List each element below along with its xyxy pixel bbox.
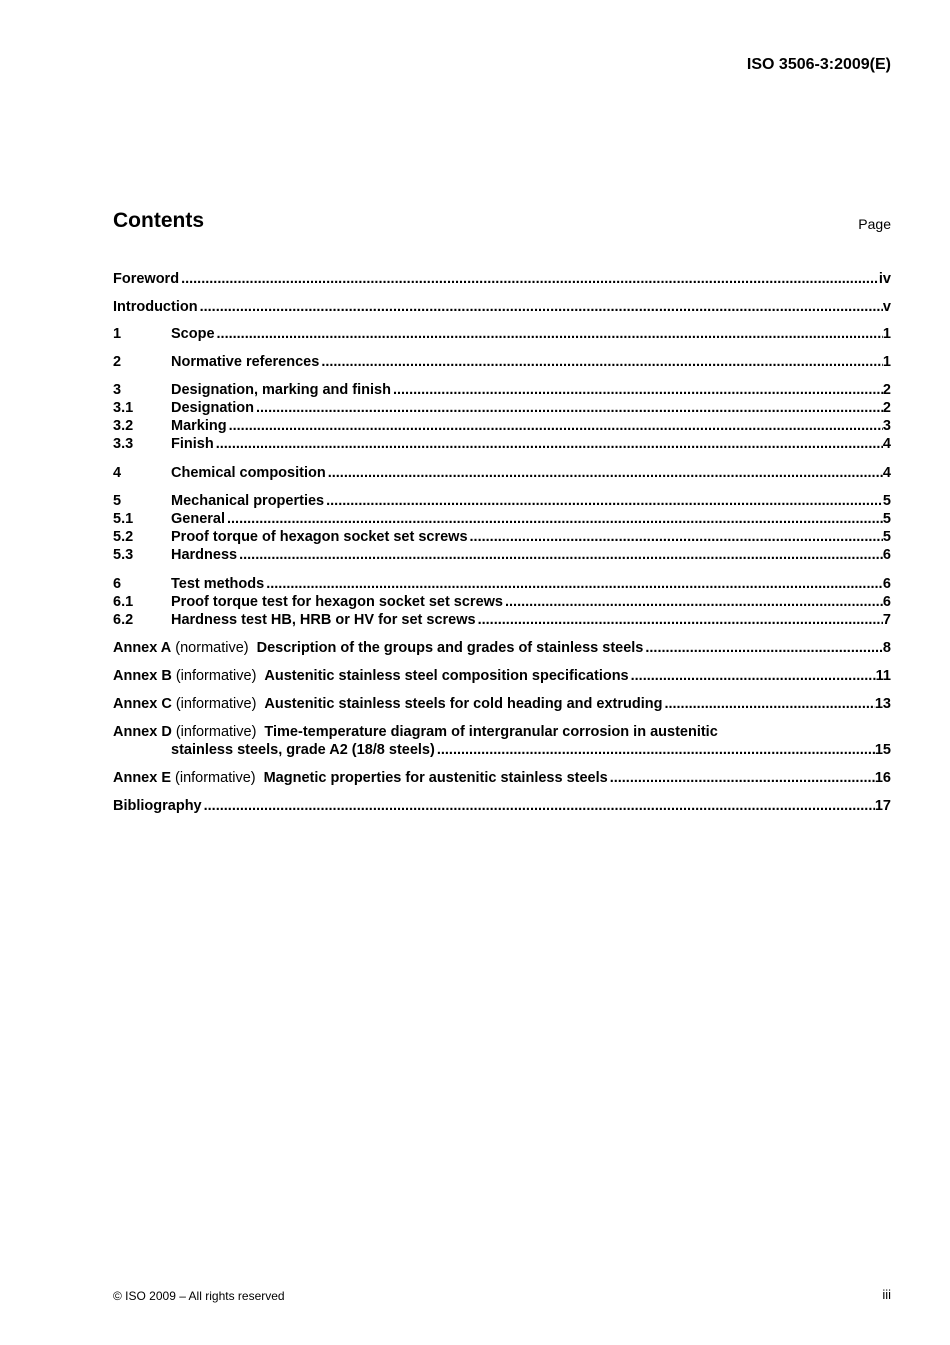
toc-entry-page: 2 <box>882 382 891 398</box>
toc-entry-number: 2 <box>113 354 122 370</box>
toc-entry-annex-d-continued[interactable] <box>113 741 891 759</box>
toc-entry-number: 6 <box>113 576 122 592</box>
toc-entry-number: 3.2 <box>113 418 134 434</box>
toc-entry-designation-marking-finish[interactable] <box>113 381 891 399</box>
document-identifier: ISO 3506-3:2009(E) <box>746 56 891 73</box>
toc-entry-title: Description of the groups and grades of stainless steels <box>256 640 644 656</box>
toc-entry-title: Marking <box>171 418 227 434</box>
toc-entry-finish[interactable] <box>113 435 891 453</box>
toc-entry-page: 6 <box>882 594 891 610</box>
toc-entry-designation[interactable] <box>113 399 891 417</box>
toc-entry-proof-torque-test[interactable] <box>113 593 891 611</box>
toc-entry-title: Mechanical properties <box>171 493 325 509</box>
annex-type: (informative) <box>175 696 257 712</box>
toc-entry-title: Austenitic stainless steel composition specifications <box>264 668 629 684</box>
toc-entry-annex-c[interactable] <box>113 695 891 713</box>
toc-entry-number: 6.2 <box>113 612 134 628</box>
annex-type: (normative) <box>175 640 249 656</box>
toc-entry-title: Bibliography <box>113 798 202 814</box>
toc-entry-chemical-composition[interactable] <box>113 464 891 482</box>
toc-entry-annex-e[interactable] <box>113 769 891 787</box>
toc-entry-page: 7 <box>882 612 891 628</box>
toc-entry-number: 5.1 <box>113 511 134 527</box>
toc-entry-title: Normative references <box>171 354 320 370</box>
toc-entry-number: 5 <box>113 493 122 509</box>
toc-entry-mechanical-properties[interactable] <box>113 492 891 510</box>
toc-entry-title-continued: stainless steels, grade A2 (18/8 steels) <box>171 742 435 758</box>
toc-entry-title: Chemical composition <box>171 465 326 481</box>
toc-entry-proof-torque[interactable] <box>113 528 891 546</box>
toc-entry-normative-references[interactable] <box>113 353 891 371</box>
toc-entry-page: 13 <box>874 696 891 712</box>
toc-entry-title: Scope <box>171 326 215 342</box>
toc-entry-page: 8 <box>882 640 891 656</box>
toc-entry-page: 5 <box>882 529 891 545</box>
toc-entry-page: 6 <box>882 576 891 592</box>
annex-type: (informative) <box>175 770 256 786</box>
toc-entry-scope[interactable] <box>113 325 891 343</box>
toc-entry-annex-d[interactable] <box>113 723 891 741</box>
annex-label: Annex B <box>113 668 172 684</box>
annex-label: Annex E <box>113 770 172 786</box>
contents-heading: Contents <box>113 209 204 232</box>
toc-entry-title: Designation <box>171 400 254 416</box>
toc-entry-page: 6 <box>882 547 891 563</box>
toc-entry-page: 3 <box>882 418 891 434</box>
toc-entry-number: 3.3 <box>113 436 134 452</box>
toc-entry-hardness[interactable] <box>113 546 891 564</box>
annex-label: Annex D <box>113 724 172 740</box>
toc-entry-test-methods[interactable] <box>113 575 891 593</box>
toc-entry-number: 5.2 <box>113 529 134 545</box>
toc-entry-introduction[interactable] <box>113 298 891 316</box>
toc-entry-number: 3.1 <box>113 400 134 416</box>
toc-entry-page: 17 <box>874 798 891 814</box>
toc-entry-page: v <box>882 299 891 315</box>
toc-entry-page: 11 <box>875 668 891 684</box>
toc-entry-number: 6.1 <box>113 594 134 610</box>
toc-entry-title: Designation, marking and finish <box>171 382 391 398</box>
toc-entry-title: Magnetic properties for austenitic stainless steels <box>263 770 608 786</box>
toc-entry-page: 4 <box>882 436 891 452</box>
toc-entry-general[interactable] <box>113 510 891 528</box>
toc-entry-page: 1 <box>882 354 891 370</box>
page-number: iii <box>882 1287 891 1302</box>
toc-entry-title: Hardness <box>171 547 238 563</box>
toc-entry-page: 4 <box>882 465 891 481</box>
annex-label: Annex C <box>113 696 172 712</box>
toc-entry-page: iv <box>878 271 891 287</box>
toc-entry-number: 5.3 <box>113 547 134 563</box>
toc-entry-hardness-test[interactable] <box>113 611 891 629</box>
annex-type: (informative) <box>175 724 257 740</box>
page-column-label: Page <box>858 216 891 232</box>
toc-entry-foreword[interactable] <box>113 270 891 288</box>
toc-entry-title: Hardness test HB, HRB or HV for set screws <box>171 612 476 628</box>
toc-entry-title: Proof torque of hexagon socket set screws <box>171 529 468 545</box>
toc-entry-number: 3 <box>113 382 122 398</box>
annex-type: (informative) <box>175 668 257 684</box>
toc-entry-title: Austenitic stainless steels for cold heading and extruding <box>264 696 663 712</box>
toc-entry-marking[interactable] <box>113 417 891 435</box>
toc-entry-page: 5 <box>882 493 891 509</box>
toc-entry-title: Test methods <box>171 576 265 592</box>
toc-entry-page: 1 <box>882 326 891 342</box>
toc-entry-page: 16 <box>874 770 891 786</box>
toc-entry-title: Foreword <box>113 271 180 287</box>
toc-entry-bibliography[interactable] <box>113 797 891 815</box>
toc-entry-number: 4 <box>113 465 122 481</box>
toc-entry-page: 15 <box>874 742 891 758</box>
toc-entry-title: Introduction <box>113 299 198 315</box>
toc-entry-annex-b[interactable] <box>113 667 891 685</box>
toc-entry-page: 5 <box>882 511 891 527</box>
toc-entry-annex-a[interactable] <box>113 639 891 657</box>
toc-entry-title: Finish <box>171 436 214 452</box>
copyright-notice: © ISO 2009 – All rights reserved <box>113 1289 285 1303</box>
toc-entry-title: Proof torque test for hexagon socket set screws <box>171 594 503 610</box>
toc-entry-title: Time-temperature diagram of intergranular corrosion in austenitic <box>264 724 718 740</box>
annex-label: Annex A <box>113 640 172 656</box>
toc-entry-page: 2 <box>882 400 891 416</box>
toc-entry-title: General <box>171 511 225 527</box>
toc-entry-number: 1 <box>113 326 122 342</box>
